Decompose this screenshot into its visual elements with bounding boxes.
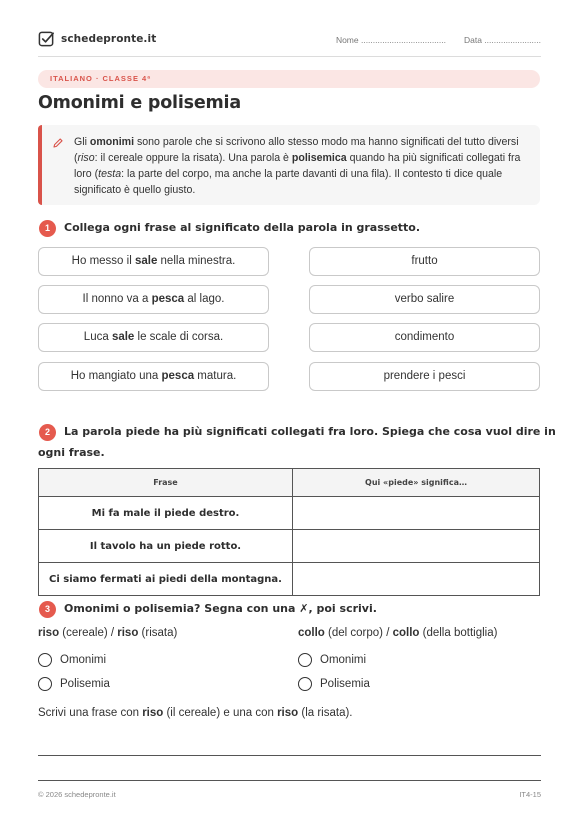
answer-cell[interactable] bbox=[293, 530, 540, 563]
word-pair-riso: riso (cereale) / riso (risata) bbox=[38, 627, 178, 639]
date-field[interactable]: Data ........................ bbox=[464, 35, 541, 45]
match-sentence[interactable]: Luca sale le scale di corsa. bbox=[38, 323, 269, 352]
column-header-phrase: Frase bbox=[39, 469, 293, 497]
option-polisemia-riso[interactable]: Polisemia bbox=[38, 677, 110, 691]
match-meaning[interactable]: condimento bbox=[309, 323, 540, 352]
phrase-cell: Il tavolo ha un piede rotto. bbox=[39, 530, 293, 563]
match-meaning[interactable]: verbo salire bbox=[309, 285, 540, 314]
name-field[interactable]: Nome .................................... bbox=[335, 35, 446, 45]
question-number: 3 bbox=[39, 601, 56, 618]
brand bbox=[38, 30, 156, 47]
match-sentence[interactable]: Il nonno va a pesca al lago. bbox=[38, 285, 269, 314]
phrase-cell: Mi fa male il piede destro. bbox=[39, 497, 293, 530]
subject-banner bbox=[38, 70, 540, 88]
info-note bbox=[38, 125, 540, 205]
piede-table bbox=[38, 468, 540, 596]
writing-line[interactable] bbox=[38, 780, 541, 781]
note-text: Gli omonimi sono parole che si scrivono allo stesso modo ma hanno significati del tutto diversi (riso: il cereale oppure la risata). Una parola è polisemica quando ha più significati collegati fra loro (testa: la parte del corpo, ma anche la parte davanti di una fila). Il contesto ti dice quale significato è quello giusto. bbox=[74, 136, 521, 196]
word-pair-collo: collo (del corpo) / collo (della bottiglia) bbox=[298, 627, 498, 639]
match-meaning[interactable]: frutto bbox=[309, 247, 540, 276]
option-omonimi-collo[interactable]: Omonimi bbox=[298, 653, 366, 667]
column-header-meaning: Qui «piede» significa… bbox=[293, 469, 540, 497]
table-row bbox=[39, 497, 540, 530]
table-row bbox=[39, 563, 540, 596]
match-sentence[interactable]: Ho messo il sale nella minestra. bbox=[38, 247, 269, 276]
option-omonimi-riso[interactable]: Omonimi bbox=[38, 653, 106, 667]
radio-circle[interactable] bbox=[298, 677, 312, 691]
answer-cell[interactable] bbox=[293, 563, 540, 596]
radio-circle[interactable] bbox=[298, 653, 312, 667]
table-row bbox=[39, 530, 540, 563]
match-sentence[interactable]: Ho mangiato una pesca matura. bbox=[38, 362, 269, 391]
phrase-cell: Ci siamo fermati ai piedi della montagna. bbox=[39, 563, 293, 596]
question-2-text-line1: La parola piede ha più significati collegati fra loro. Spiega che cosa vuol dire in bbox=[64, 425, 556, 438]
match-meaning[interactable]: prendere i pesci bbox=[309, 362, 540, 391]
checklist-logo-icon bbox=[38, 30, 55, 47]
question-number: 2 bbox=[39, 424, 56, 441]
writing-line[interactable] bbox=[38, 755, 541, 756]
pencil-icon bbox=[52, 137, 64, 149]
brand-name: schedepronte.it bbox=[61, 32, 157, 45]
radio-circle[interactable] bbox=[38, 653, 52, 667]
footer-copyright: © 2026 schedepronte.it bbox=[38, 790, 116, 799]
question-number: 1 bbox=[39, 220, 56, 237]
subject-label: ITALIANO · CLASSE 4ª bbox=[50, 74, 151, 83]
footer-code: IT4-15 bbox=[519, 790, 541, 799]
question-3-text: Omonimi o polisemia? Segna con una ✗, poi scrivi. bbox=[64, 602, 377, 615]
write-instruction: Scrivi una frase con riso (il cereale) e una con riso (la risata). bbox=[38, 707, 353, 719]
answer-cell[interactable] bbox=[293, 497, 540, 530]
option-polisemia-collo[interactable]: Polisemia bbox=[298, 677, 370, 691]
question-2-text-line2: ogni frase. bbox=[38, 446, 105, 459]
header-fields bbox=[336, 35, 541, 45]
note-accent-bar bbox=[38, 125, 42, 205]
page-title: Omonimi e polisemia bbox=[38, 93, 241, 113]
radio-circle[interactable] bbox=[38, 677, 52, 691]
header-divider bbox=[38, 56, 541, 57]
question-1-text: Collega ogni frase al significato della parola in grassetto. bbox=[64, 221, 421, 234]
